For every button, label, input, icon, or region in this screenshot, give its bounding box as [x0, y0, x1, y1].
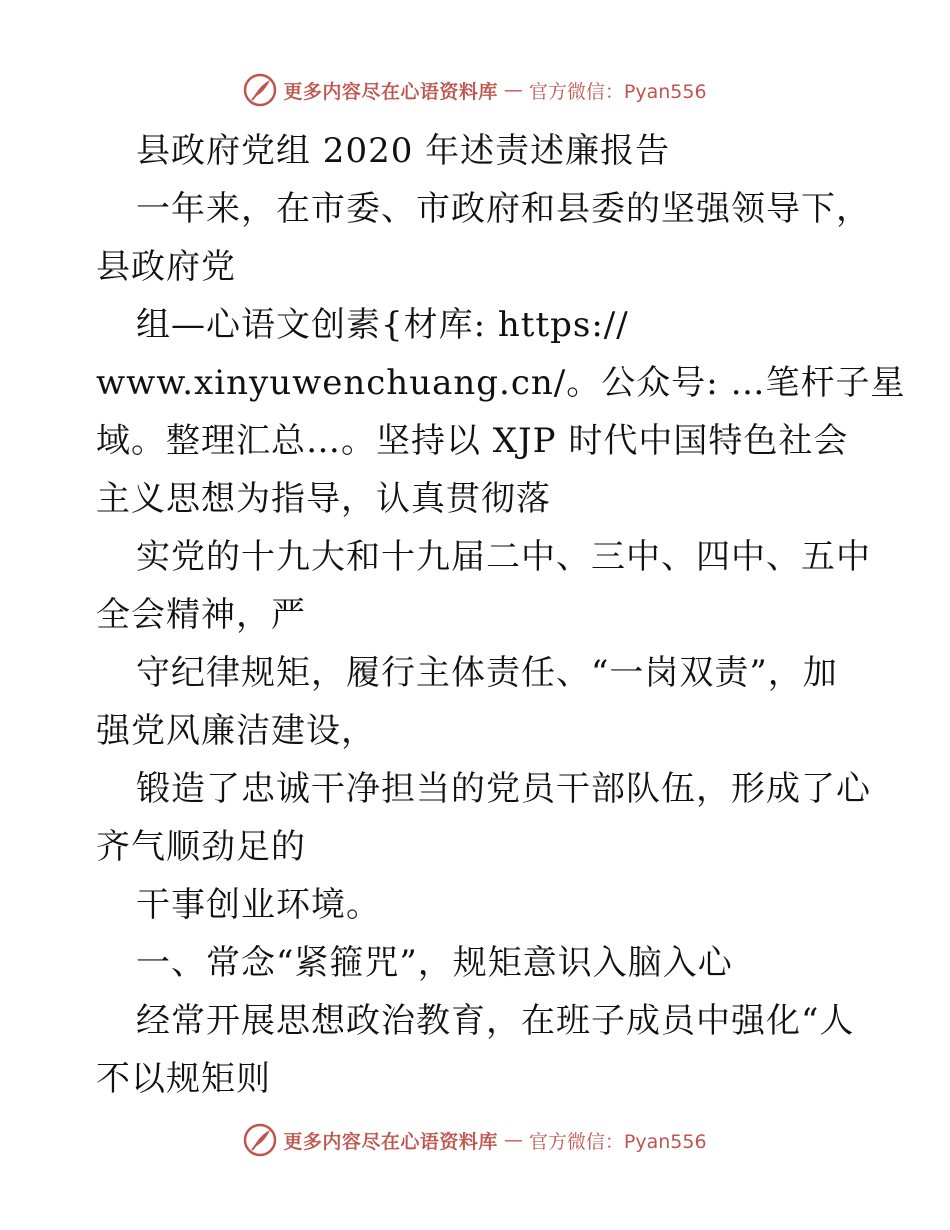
- document-line: 一年来，在市委、市政府和县委的坚强领导下，: [136, 189, 871, 229]
- document-line: 守纪律规矩，履行主体责任、“一岗双责”，加: [136, 653, 838, 693]
- document-line: www.xinyuwenchuang.cn/。公众号: …笔杆子星: [96, 363, 906, 403]
- document-body: [96, 122, 906, 1108]
- document-line: 锻造了忠诚干净担当的党员干部队伍，形成了心: [136, 769, 871, 809]
- banner-wechat-id: 官方微信：Pyan556: [528, 80, 707, 103]
- quill-pen-logo-icon: [243, 1123, 277, 1157]
- section-heading: 一、常念“紧箍咒”，规矩意识入脑入心: [136, 943, 733, 983]
- document-line: 主义思想为指导，认真贯彻落: [96, 479, 551, 519]
- document-line: 组—心语文创素{材库: https://: [136, 305, 629, 345]
- banner-separator: —: [503, 79, 523, 101]
- header-banner: [0, 70, 950, 110]
- document-line: 经常开展思想政治教育，在班子成员中强化“人: [136, 1001, 855, 1041]
- banner-title: 更多内容尽在心语资料库: [283, 1130, 498, 1153]
- quill-pen-logo-icon: [243, 73, 277, 107]
- document-line: 全会精神，严: [96, 595, 306, 635]
- banner-separator: —: [503, 1129, 523, 1151]
- document-line: 实党的十九大和十九届二中、三中、四中、五中: [136, 537, 871, 577]
- banner-wechat-id: 官方微信：Pyan556: [528, 1130, 707, 1153]
- document-line: 不以规矩则: [96, 1059, 271, 1099]
- footer-banner: [0, 1120, 950, 1160]
- banner-title: 更多内容尽在心语资料库: [283, 80, 498, 103]
- document-line: 县政府党组 2020 年述责述廉报告: [136, 131, 671, 171]
- document-line: 域。整理汇总…。坚持以 XJP 时代中国特色社会: [96, 421, 849, 461]
- document-line: 干事创业环境。: [136, 885, 381, 925]
- document-line: 县政府党: [96, 247, 236, 287]
- document-line: 强党风廉洁建设，: [96, 711, 376, 751]
- document-line: 齐气顺劲足的: [96, 827, 306, 867]
